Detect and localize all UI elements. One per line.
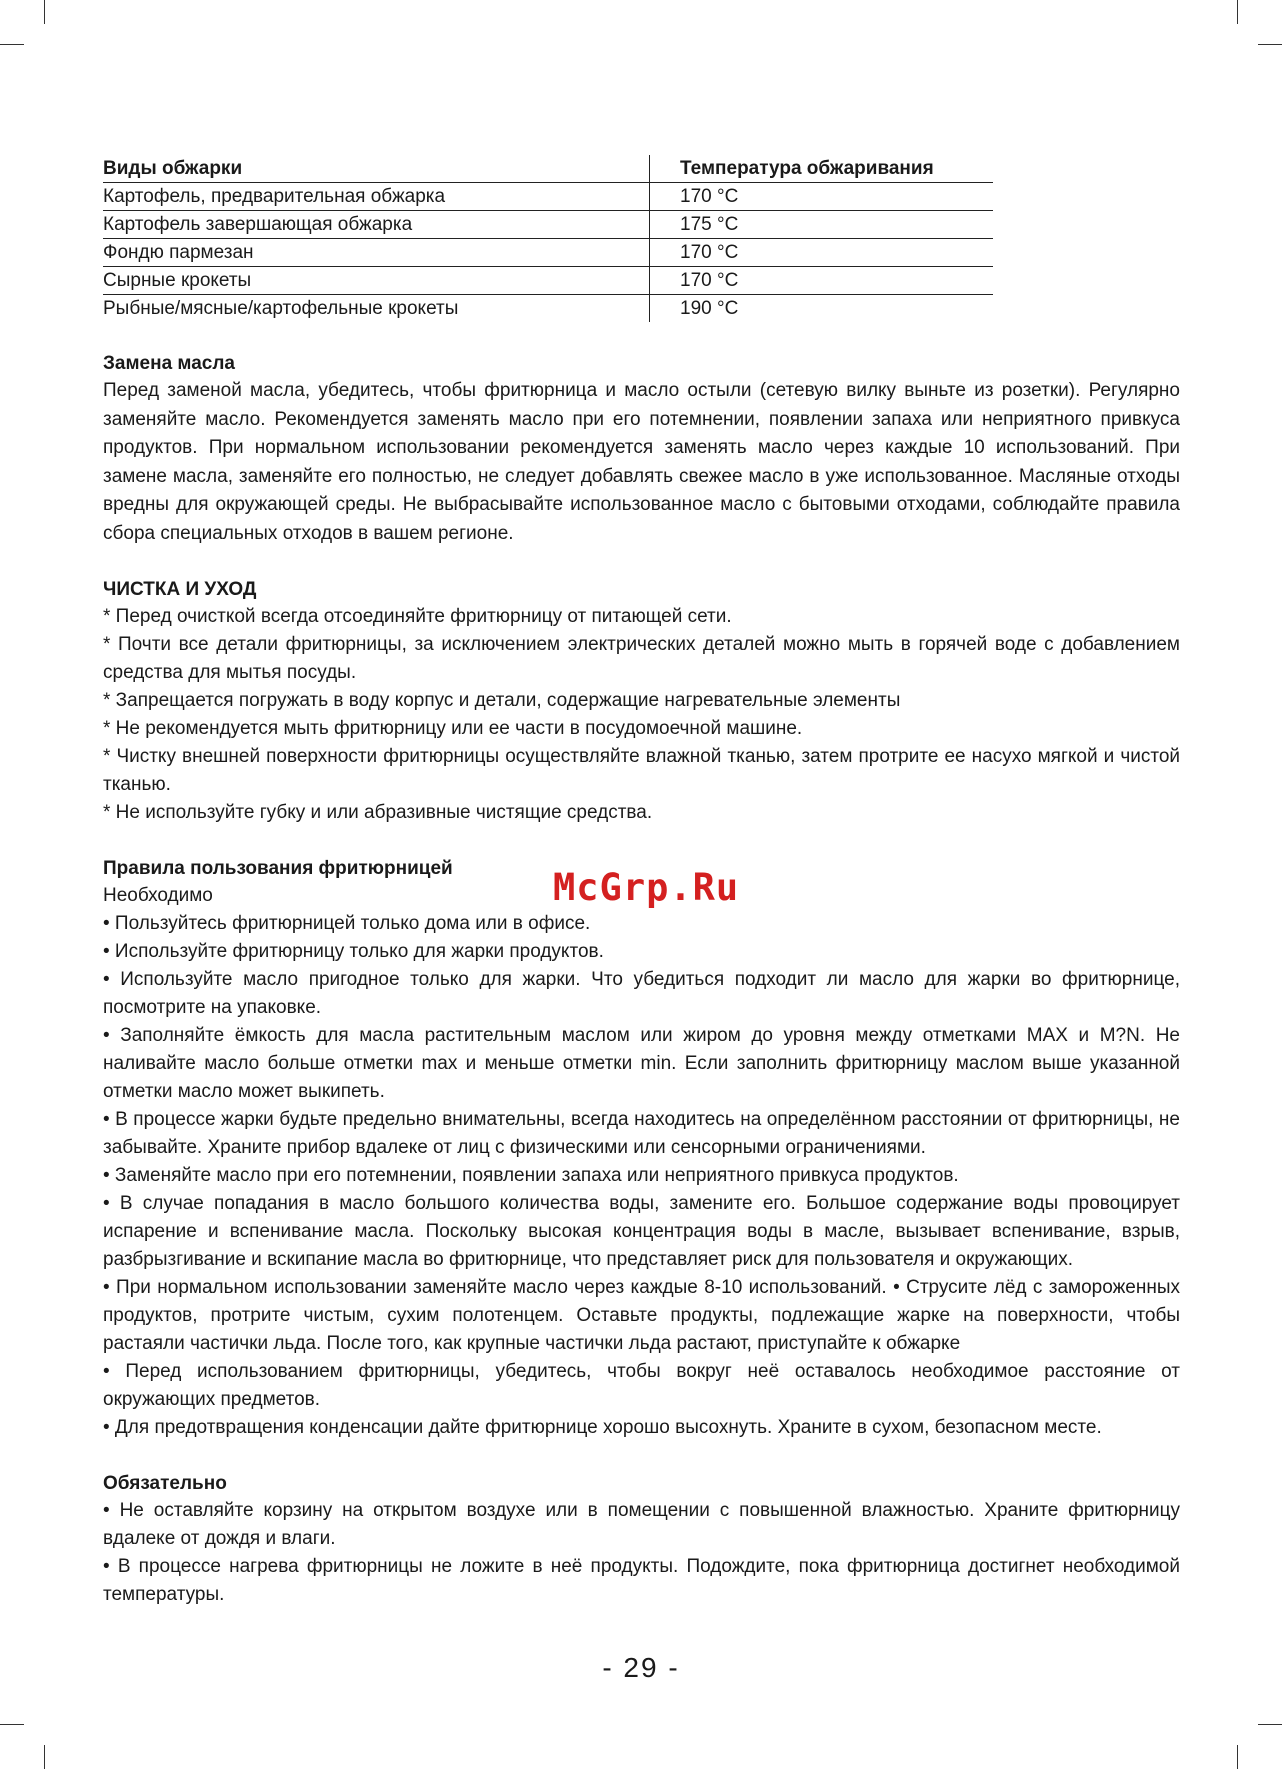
section-heading: Обязательно <box>103 1473 227 1494</box>
section-heading: Правила пользования фритюрницей <box>103 858 453 879</box>
list-item: • Пользуйтесь фритюрницей только дома или в офисе. <box>103 913 591 934</box>
section-heading: Замена масла <box>103 353 235 374</box>
table-cell: Рыбные/мясные/картофельные крокеты <box>103 295 650 323</box>
list-item: * Чистку внешней поверхности фритюрницы осуществляйте влажной тканью, затем протрите ее насухо мягкой и чистой тканью. <box>103 746 1180 795</box>
table-cell: 190 °C <box>680 298 739 319</box>
oil-change-section <box>103 350 1180 548</box>
list-item: • Для предотвращения конденсации дайте фритюрнице хорошо высохнуть. Храните в сухом, безопасном месте. <box>103 1417 1102 1438</box>
table-cell: 170 °C <box>650 267 994 295</box>
mandatory-section <box>103 1470 1180 1609</box>
list-item: • Используйте фритюрницу только для жарки продуктов. <box>103 941 604 962</box>
list-item: * Не используйте губку и или абразивные чистящие средства. <box>103 802 653 823</box>
list-item: * Не рекомендуется мыть фритюрницу или ее части в посудомоечной машине. <box>103 718 803 739</box>
list-item: * Перед очисткой всегда отсоединяйте фритюрницу от питающей сети. <box>103 606 732 627</box>
table-cell: Фондю пармезан <box>103 239 650 267</box>
crop-mark <box>1258 44 1282 45</box>
table-cell: 170 °C <box>650 183 994 211</box>
list-item: • При нормальном использовании заменяйте масло через каждые 8-10 использований. • Струсите лёд с замороженных продуктов, протрите чистым, сухим полотенцем. Оставьте продукты, подлежащие жарке на поверхности, чтобы растаяли частички льда. После того, как крупные частички льда растают, приступайте к обжарке <box>103 1277 1180 1354</box>
crop-mark <box>1258 1724 1282 1725</box>
cleaning-section <box>103 576 1180 827</box>
usage-rules-section <box>103 855 1180 1442</box>
list-item: • В случае попадания в масло большого количества воды, замените его. Большое содержание воды провоцирует испарение и вспенивание масла. Поскольку высокая концентрация воды в масле, вызывает вспенивание, взрыв, разбрызгивание и вскипание масла во фритюрнице, что представляет риск для пользователя и окружающих. <box>103 1193 1180 1270</box>
crop-mark <box>0 44 24 45</box>
table-cell: Сырные крокеты <box>103 267 650 295</box>
table-row <box>103 239 993 267</box>
list-item: • В процессе жарки будьте предельно внимательны, всегда находитесь на определённом расстоянии от фритюрницы, не забывайте. Храните прибор вдалеке от лиц с физическими или сенсорными ограничениями. <box>103 1109 1180 1158</box>
table-row <box>103 183 993 211</box>
page-number: - 29 - <box>602 1652 680 1683</box>
list-item: • В процессе нагрева фритюрницы не ложите в неё продукты. Подождите, пока фритюрница достигнет необходимой температуры. <box>103 1556 1180 1605</box>
table-header-row <box>103 155 993 183</box>
table-row <box>103 295 993 323</box>
list-item: • Перед использованием фритюрницы, убедитесь, чтобы вокруг неё оставалось необходимое расстояние от окружающих предметов. <box>103 1361 1180 1410</box>
table-row <box>103 211 993 239</box>
table-row <box>103 267 993 295</box>
crop-mark <box>1237 0 1238 24</box>
table-cell: 175 °C <box>650 211 994 239</box>
frying-temperature-table <box>103 155 993 322</box>
list-item: • Не оставляйте корзину на открытом воздухе или в помещении с повышенной влажностью. Храните фритюрницу вдалеке от дождя и влаги. <box>103 1500 1180 1549</box>
section-subheading: Необходимо <box>103 885 213 906</box>
crop-mark <box>0 1724 24 1725</box>
section-heading: ЧИСТКА И УХОД <box>103 579 257 600</box>
table-cell: Картофель, предварительная обжарка <box>103 183 650 211</box>
table-cell: 170 °C <box>650 239 994 267</box>
list-item: • Используйте масло пригодное только для жарки. Что убедиться подходит ли масло для жарки во фритюрнице, посмотрите на упаковке. <box>103 969 1180 1018</box>
list-item: • Заменяйте масло при его потемнении, появлении запаха или неприятного привкуса продуктов. <box>103 1165 959 1186</box>
list-item: * Почти все детали фритюрницы, за исключением электрических деталей можно мыть в горячей воде с добавлением средства для мытья посуды. <box>103 634 1180 683</box>
column-header-temperature: Температура обжаривания <box>650 155 994 183</box>
list-item: • Заполняйте ёмкость для масла растительным маслом или жиром до уровня между отметками MAX и M?N. Не наливайте масло больше отметки max и меньше отметки min. Если заполнить фритюрницу маслом выше указанной отметки масло может выкипеть. <box>103 1025 1180 1102</box>
watermark-logo: McGrp.Ru <box>553 866 740 909</box>
table-cell: Картофель завершающая обжарка <box>103 211 650 239</box>
column-header-type: Виды обжарки <box>103 155 650 183</box>
crop-mark <box>44 1745 45 1769</box>
list-item: * Запрещается погружать в воду корпус и детали, содержащие нагревательные элементы <box>103 690 901 711</box>
crop-mark <box>1237 1745 1238 1769</box>
crop-mark <box>44 0 45 24</box>
paragraph: Перед заменой масла, убедитесь, чтобы фритюрница и масло остыли (сетевую вилку выньте из розетки). Регулярно заменяйте масло. Рекомендуется заменять масло при его потемнении, появлении запаха или неприятного привкуса продуктов. При нормальном использовании рекомендуется заменять масло через каждые 10 использований. При замене масла, заменяйте его полностью, не следует добавлять свежее масло в уже использованное. Масляные отходы вредны для окружающей среды. Не выбрасывайте использованное масло с бытовыми отходами, соблюдайте правила сбора специальных отходов в вашем регионе. <box>103 380 1180 544</box>
